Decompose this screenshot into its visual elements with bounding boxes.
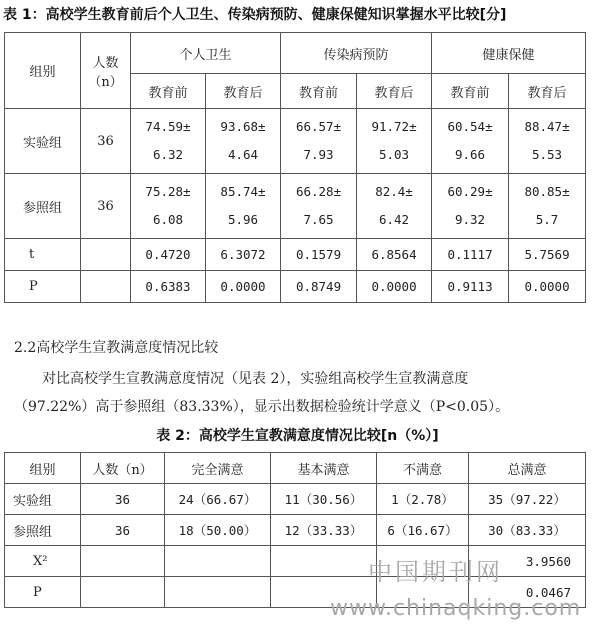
t1-cell-mean: 74.59± (145, 119, 191, 134)
table-header-row (5, 453, 586, 484)
table-row (5, 515, 586, 546)
t1-stat-empty (81, 271, 131, 303)
t2-header: 人数（n） (81, 453, 165, 484)
t2-cell: 35（97.22） (469, 484, 586, 515)
t1-sub-before: 教育前 (432, 74, 509, 109)
t1-cell-mean: 93.68± (220, 119, 266, 134)
t1-stat-value: 0.6383 (131, 271, 206, 303)
t1-cell (432, 174, 509, 239)
table-row (5, 271, 586, 303)
section-body (14, 365, 581, 421)
t1-stat-value: 0.4720 (131, 239, 206, 271)
t2-header: 不满意 (377, 453, 469, 484)
t1-cell-sd: 6.32 (152, 147, 184, 162)
t1-cell-mean: 82.4± (375, 184, 413, 199)
t1-stat-value: 0.0000 (357, 271, 432, 303)
t2-cell: 30（83.33） (469, 515, 586, 546)
t1-stat-value: 0.0000 (509, 271, 586, 303)
t2-stat-label: X² (5, 546, 81, 577)
t1-header-count (81, 33, 131, 109)
t1-row-label: 参照组 (5, 174, 81, 239)
t1-cell (509, 109, 586, 174)
t2-cell: 24（66.67） (165, 484, 271, 515)
t1-cell-sd: 5.96 (227, 212, 259, 227)
t1-cell-mean: 66.57± (295, 119, 342, 134)
t1-cell (206, 109, 281, 174)
t1-cell (432, 109, 509, 174)
t1-cell-sd: 6.42 (378, 212, 410, 227)
t1-cell-mean: 85.74± (220, 184, 266, 199)
watermark-logo-text: 中国期刊网 (368, 558, 503, 586)
t1-stat-value: 0.1579 (281, 239, 357, 271)
table2-title: 表 2：高校学生宣教满意度情况比较[n（%）] (156, 428, 439, 444)
t1-sub-before: 教育前 (131, 74, 206, 109)
t1-header-hygiene: 个人卫生 (131, 33, 281, 74)
t1-cell (281, 174, 357, 239)
t2-empty (165, 546, 271, 577)
t1-sub-before: 教育前 (281, 74, 357, 109)
t1-cell-sd: 9.66 (454, 147, 486, 162)
t2-cell: 11（30.56） (271, 484, 377, 515)
section-heading: 2.2高校学生宣教满意度情况比较 (14, 340, 219, 356)
t2-cell: 1（2.78） (377, 484, 469, 515)
t1-cell-mean: 60.54± (447, 119, 493, 134)
t1-row-n: 36 (81, 174, 131, 239)
t1-stat-label: t (5, 239, 81, 271)
section-line-2: （97.22%）高于参照组（83.33%），显示出数据检验统计学意义（P<0.05）。 (14, 399, 510, 415)
t1-cell-sd: 7.65 (303, 212, 334, 227)
t1-cell (357, 109, 432, 174)
t2-empty (271, 546, 377, 577)
t1-stat-value: 0.1117 (432, 239, 509, 271)
table-row (5, 174, 586, 239)
t1-cell-mean: 60.29± (447, 184, 493, 199)
t2-row-n: 36 (81, 515, 165, 546)
t1-stat-empty (81, 239, 131, 271)
t2-row-label: 实验组 (5, 484, 81, 515)
t2-cell: 6（16.67） (377, 515, 469, 546)
t1-header-disease: 传染病预防 (281, 33, 432, 74)
t1-cell-mean: 80.85± (524, 184, 570, 199)
t1-cell-mean: 91.72± (371, 119, 417, 134)
t2-header: 总满意 (469, 453, 586, 484)
t1-cell-sd: 9.32 (454, 212, 486, 227)
t1-cell-mean: 88.47± (524, 119, 570, 134)
t1-cell-sd: 5.7 (535, 212, 559, 227)
t2-stat-value: 0.0467 (469, 577, 586, 608)
t1-stat-value: 0.9113 (432, 271, 509, 303)
t1-stat-value: 6.8564 (357, 239, 432, 271)
t2-empty (81, 577, 165, 608)
t2-header: 完全满意 (165, 453, 271, 484)
t1-cell (131, 109, 206, 174)
table-row (5, 109, 586, 174)
watermark-url: www.chinaqking.com (330, 596, 582, 621)
t1-cell (206, 174, 281, 239)
t1-cell (131, 174, 206, 239)
t2-row-label: 参照组 (5, 515, 81, 546)
section-line-1: 对比高校学生宣教满意度情况（见表 2），实验组高校学生宣教满意度 (42, 371, 469, 387)
t1-cell (281, 109, 357, 174)
t1-sub-after: 教育后 (509, 74, 586, 109)
table-row (5, 239, 586, 271)
t1-header-count-l1: 人数 (92, 55, 119, 71)
t1-row-n: 36 (81, 109, 131, 174)
t1-header-count-l2: （n） (88, 74, 123, 90)
t1-cell-mean: 66.28± (295, 184, 342, 199)
t1-cell-sd: 6.08 (152, 212, 184, 227)
t2-empty (165, 577, 271, 608)
table-row (5, 484, 586, 515)
t1-stat-value: 6.3072 (206, 239, 281, 271)
t1-stat-value: 0.0000 (206, 271, 281, 303)
t1-cell-sd: 5.53 (531, 147, 563, 162)
t1-cell (509, 174, 586, 239)
t1-header-health: 健康保健 (432, 33, 586, 74)
t2-stat-value: 3.9560 (469, 546, 586, 577)
t1-sub-after: 教育后 (206, 74, 281, 109)
t2-row-n: 36 (81, 484, 165, 515)
t2-header: 组别 (5, 453, 81, 484)
t1-stat-value: 5.7569 (509, 239, 586, 271)
t2-empty (81, 546, 165, 577)
t1-cell (357, 174, 432, 239)
t1-cell-sd: 5.03 (378, 147, 410, 162)
t2-cell: 18（50.00） (165, 515, 271, 546)
t2-cell: 12（33.33） (271, 515, 377, 546)
t2-stat-label: P (5, 577, 81, 608)
t1-cell-sd: 4.64 (227, 147, 259, 162)
t1-row-label: 实验组 (5, 109, 81, 174)
t1-cell-sd: 7.93 (303, 147, 334, 162)
t1-stat-label: P (5, 271, 81, 303)
t2-header: 基本满意 (271, 453, 377, 484)
t1-sub-after: 教育后 (357, 74, 432, 109)
t1-cell-mean: 75.28± (145, 184, 191, 199)
table1 (4, 32, 586, 303)
table1-title: 表 1：高校学生教育前后个人卫生、传染病预防、健康保健知识掌握水平比较[分] (3, 7, 507, 23)
t1-header-group: 组别 (5, 33, 81, 109)
t1-stat-value: 0.8749 (281, 271, 357, 303)
